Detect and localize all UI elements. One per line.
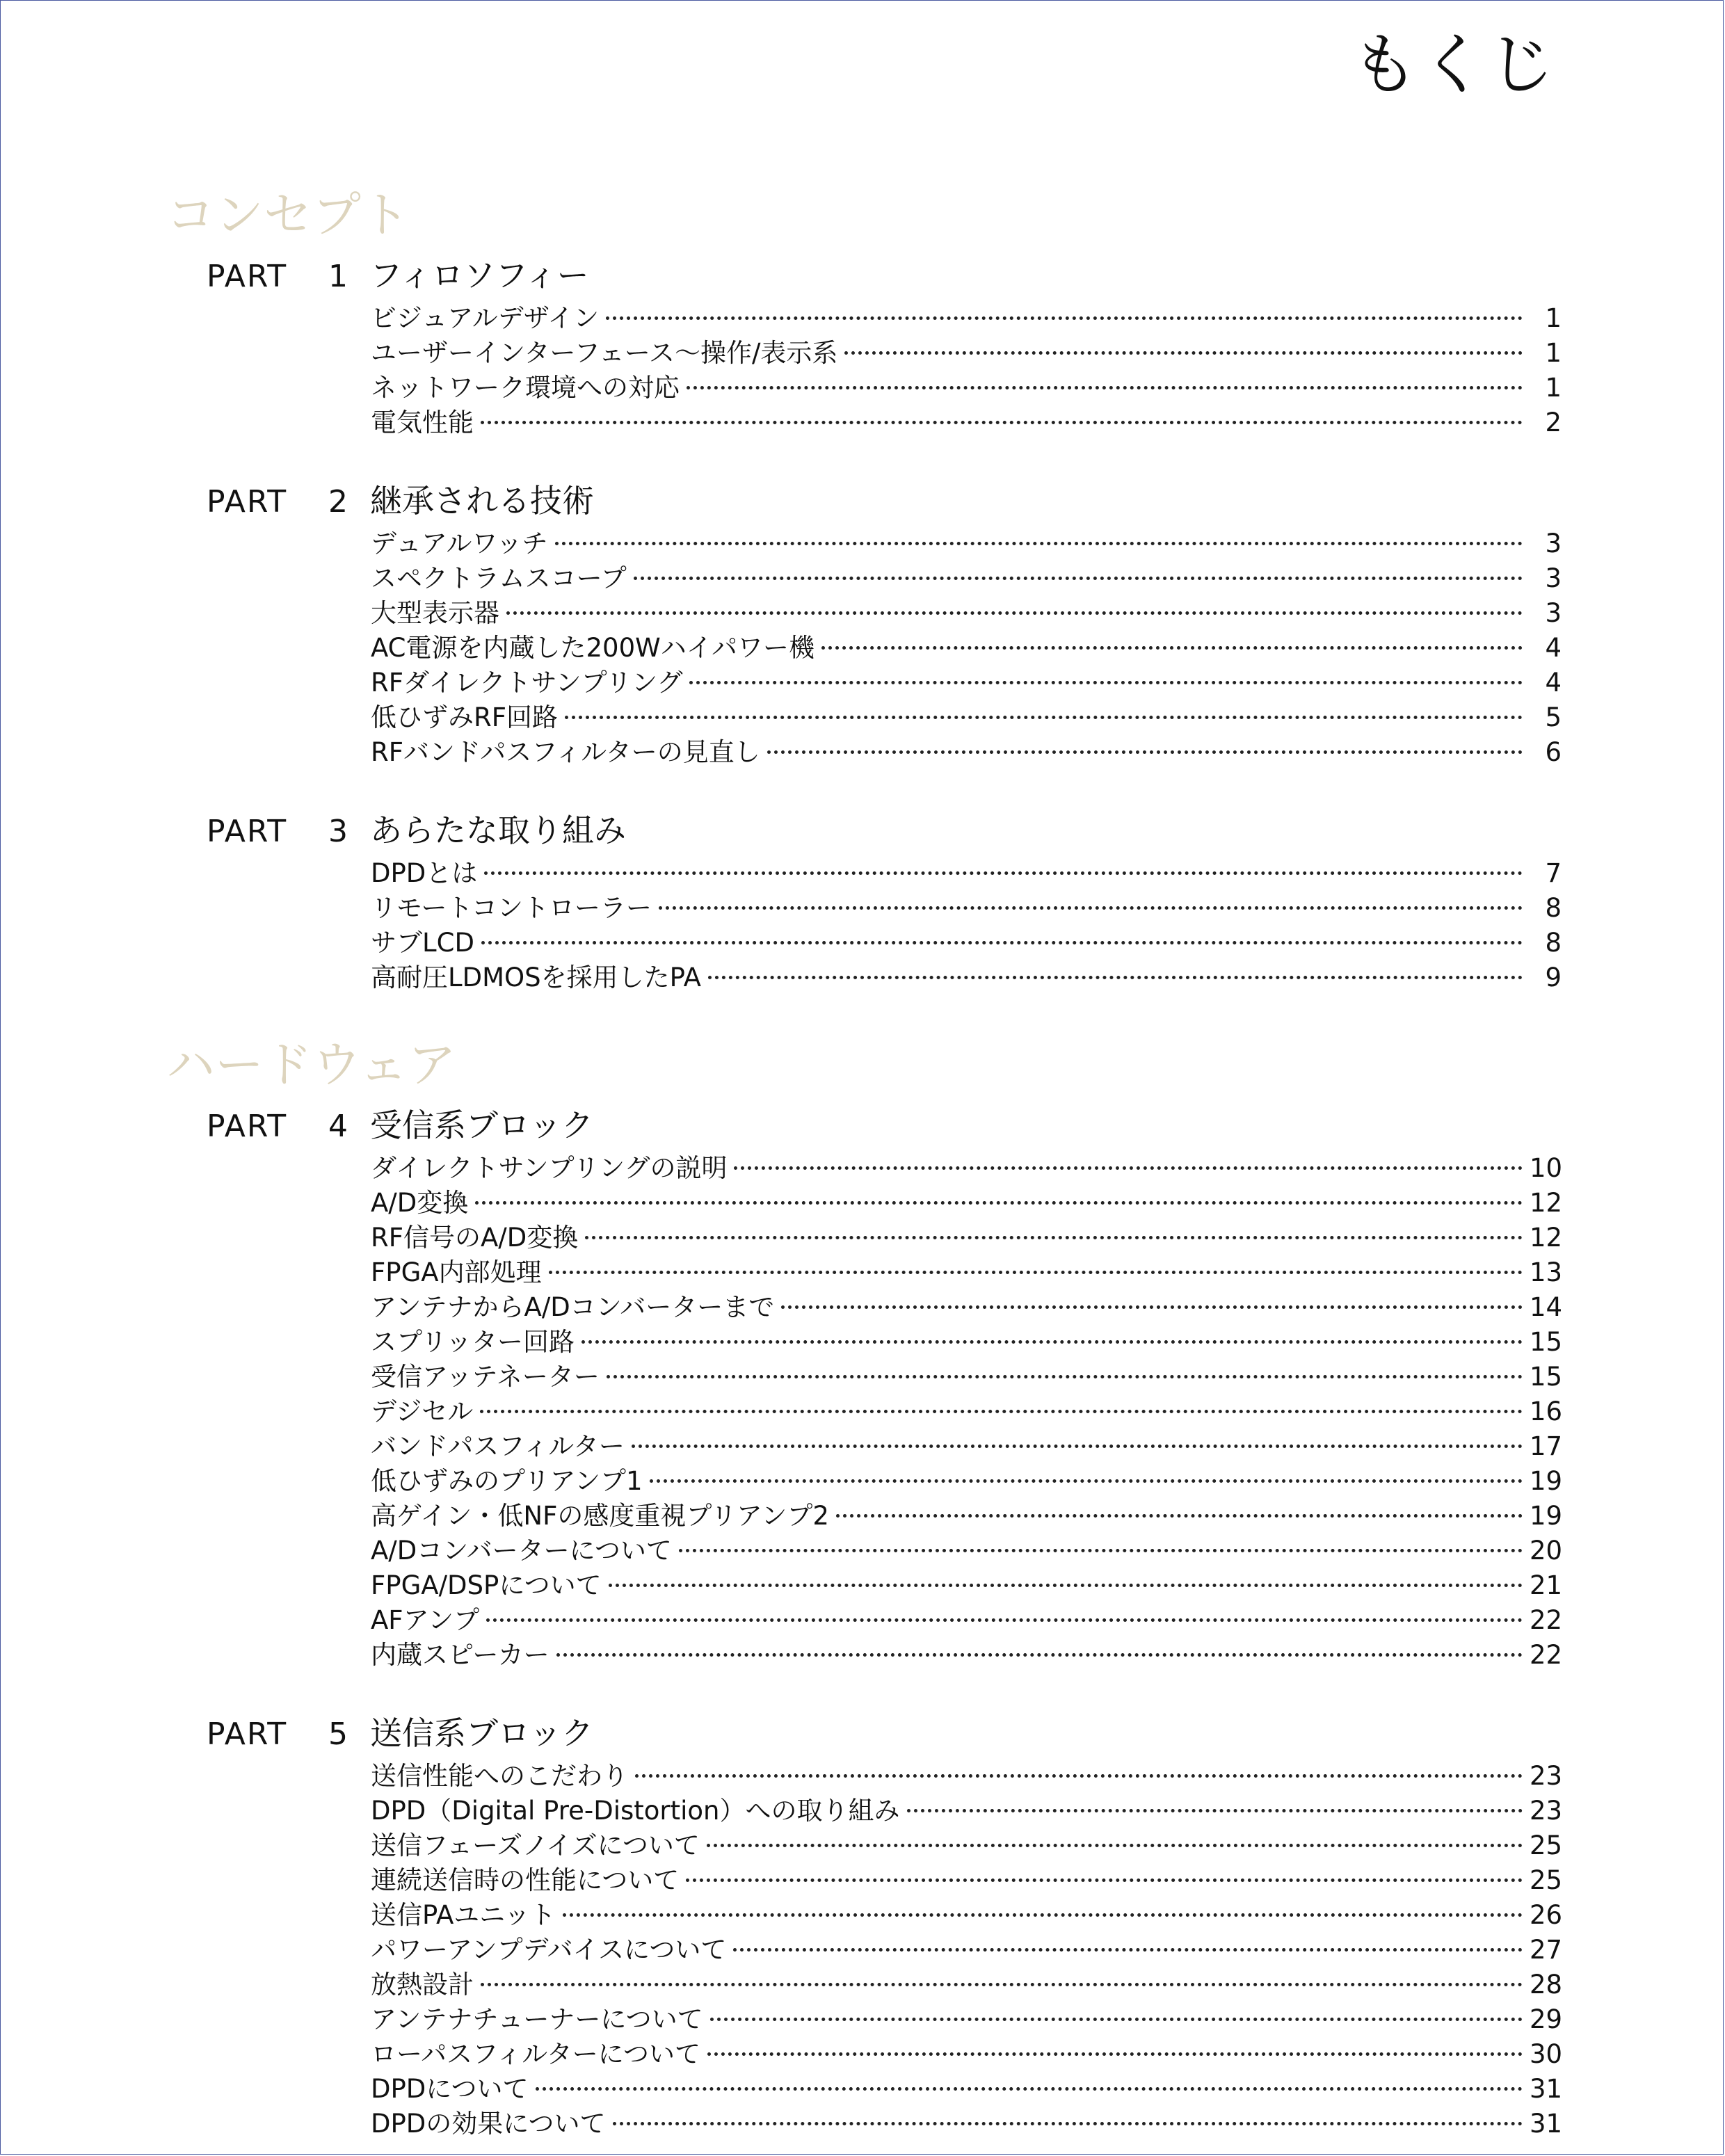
part-label: PART [207, 259, 288, 294]
entry-label: 放熱設計 [371, 1970, 474, 2000]
entry-page-number: 5 [1545, 702, 1562, 732]
toc-part [1, 1707, 1724, 2141]
toc-entry [371, 1290, 1562, 1325]
part-label: PART [207, 814, 288, 849]
entry-label: ネットワーク環境への対応 [371, 373, 680, 403]
section-title: ハードウェア [166, 1036, 457, 1093]
toc-entry [371, 1186, 1562, 1221]
dot-leader [659, 906, 1523, 910]
entry-label: DPD（Digital Pre-Distortion）への取り組み [371, 1796, 900, 1826]
dot-leader [707, 1844, 1523, 1847]
entry-label: DPDについて [371, 2074, 529, 2104]
toc-entry [371, 1898, 1562, 1933]
toc-entry [371, 301, 1562, 336]
entry-page-number: 29 [1530, 2004, 1563, 2034]
toc-entry [371, 1568, 1562, 1603]
part-title: フィロソフィー [370, 257, 589, 294]
entry-page-number: 12 [1530, 1223, 1563, 1253]
toc-section [1, 1030, 1724, 2141]
toc-entry [371, 1603, 1562, 1638]
part-heading [1, 250, 1724, 301]
toc-entry [371, 1759, 1562, 1794]
toc-entry [371, 1394, 1562, 1429]
dot-leader [506, 611, 1523, 615]
toc-entry [371, 1360, 1562, 1394]
part-heading [1, 805, 1724, 856]
entry-page-number: 13 [1530, 1257, 1563, 1287]
part-title: 送信系ブロック [370, 1714, 594, 1752]
entry-label: 送信PAユニット [371, 1900, 556, 1930]
part-number: 3 [328, 814, 348, 849]
section-title: コンセプト [166, 186, 410, 243]
entry-page-number: 3 [1545, 598, 1562, 628]
entry-page-number: 16 [1530, 1397, 1563, 1426]
dot-leader [634, 577, 1523, 580]
entry-label: デジセル [371, 1397, 474, 1426]
dot-leader [907, 1809, 1523, 1812]
entry-page-number: 8 [1545, 928, 1562, 958]
toc-entry [371, 596, 1562, 631]
part-heading [1, 475, 1724, 526]
part-number: 2 [328, 484, 348, 520]
part-heading [1, 1100, 1724, 1151]
dot-leader [480, 1410, 1523, 1413]
entry-page-number: 31 [1530, 2109, 1563, 2139]
toc-entry [371, 735, 1562, 770]
dot-leader [632, 1445, 1523, 1448]
toc-entry [371, 1151, 1562, 1186]
dot-leader [733, 1948, 1523, 1952]
entry-page-number: 8 [1545, 893, 1562, 923]
toc-entry [371, 1499, 1562, 1534]
toc-entry [371, 561, 1562, 596]
entry-label: リモートコントローラー [371, 893, 652, 923]
entry-page-number: 19 [1530, 1466, 1563, 1496]
dot-leader [563, 1913, 1523, 1917]
toc-section [1, 180, 1724, 995]
part-title: あらたな取り組み [370, 812, 626, 849]
entry-label: 電気性能 [371, 408, 474, 437]
toc-entry [371, 960, 1562, 995]
dot-leader [486, 1618, 1523, 1622]
entry-label: DPDの効果について [371, 2109, 606, 2139]
toc-entry [371, 1325, 1562, 1360]
dot-leader [613, 2122, 1523, 2125]
part-title: 継承される技術 [370, 482, 594, 520]
entry-page-number: 17 [1530, 1431, 1563, 1461]
entry-label: ビジュアルデザイン [371, 303, 600, 333]
entry-page-number: 1 [1545, 303, 1562, 333]
toc-entry [371, 1464, 1562, 1499]
entry-page-number: 10 [1530, 1153, 1563, 1183]
dot-leader [781, 1305, 1523, 1309]
toc-entry [371, 1429, 1562, 1464]
toc-content [1, 180, 1724, 2155]
toc-entry [371, 700, 1562, 735]
dot-leader [679, 1549, 1523, 1552]
entry-page-number: 31 [1530, 2074, 1563, 2104]
entry-label: 高耐圧LDMOSを採用したPA [371, 963, 701, 992]
toc-entry [371, 2072, 1562, 2107]
entry-page-number: 26 [1530, 1900, 1563, 1930]
entry-label: 送信性能へのこだわり [371, 1761, 628, 1791]
part-number: 5 [328, 1716, 348, 1752]
entry-label: 低ひずみRF回路 [371, 702, 558, 732]
entry-label: 高ゲイン・低NFの感度重視プリアンプ2 [371, 1501, 829, 1531]
toc-entry [371, 1933, 1562, 1968]
dot-leader [734, 1166, 1523, 1170]
dot-leader [606, 316, 1523, 320]
toc-entry [371, 2107, 1562, 2141]
entry-page-number: 23 [1530, 1796, 1563, 1826]
dot-leader [635, 1774, 1523, 1778]
entry-page-number: 1 [1545, 373, 1562, 403]
entry-label: スプリッター回路 [371, 1327, 575, 1357]
entry-label: アンテナチューナーについて [371, 2004, 703, 2034]
toc-entry [371, 1828, 1562, 1863]
entry-label: ユーザーインターフェース～操作/表示系 [371, 338, 838, 368]
entry-label: FPGA/DSPについて [371, 1570, 602, 1600]
dot-leader [708, 976, 1523, 979]
entry-page-number: 15 [1530, 1327, 1563, 1357]
dot-leader [581, 1340, 1523, 1344]
entry-page-number: 12 [1530, 1188, 1563, 1218]
toc-entry [371, 1221, 1562, 1255]
entry-page-number: 28 [1530, 1970, 1563, 2000]
toc-entry [371, 1255, 1562, 1290]
entry-label: アンテナからA/Dコンバーターまで [371, 1292, 775, 1322]
dot-leader [484, 871, 1523, 875]
toc-entry [371, 1968, 1562, 2002]
entry-label: 連続送信時の性能について [371, 1865, 680, 1895]
toc-part [1, 475, 1724, 770]
toc-entry [371, 666, 1562, 700]
entry-page-number: 2 [1545, 408, 1562, 437]
entry-page-number: 19 [1530, 1501, 1563, 1531]
part-label: PART [207, 484, 288, 520]
entry-page-number: 9 [1545, 963, 1562, 992]
entry-page-number: 4 [1545, 633, 1562, 663]
entry-label: バンドパスフィルター [371, 1431, 625, 1461]
entry-label: ローパスフィルターについて [371, 2039, 700, 2069]
entry-page-number: 25 [1530, 1831, 1563, 1860]
toc-entry [371, 336, 1562, 371]
dot-leader [565, 716, 1523, 719]
entry-label: A/Dコンバーターについて [371, 1536, 672, 1566]
entry-page-number: 22 [1530, 1605, 1563, 1635]
toc-entry [371, 405, 1562, 440]
entry-label: デュアルワッチ [371, 529, 548, 558]
toc-entry [371, 856, 1562, 891]
toc-entry [371, 2002, 1562, 2037]
part-label: PART [207, 1716, 288, 1752]
entry-page-number: 22 [1530, 1640, 1563, 1670]
toc-entry [371, 1794, 1562, 1828]
entry-page-number: 7 [1545, 858, 1562, 888]
toc-entry [371, 2037, 1562, 2072]
entry-label: A/D変換 [371, 1188, 469, 1218]
dot-leader [609, 1584, 1523, 1587]
entry-page-number: 25 [1530, 1865, 1563, 1895]
entry-label: RF信号のA/D変換 [371, 1223, 579, 1253]
dot-leader [556, 1653, 1523, 1657]
toc-entry [371, 526, 1562, 561]
dot-leader [481, 941, 1523, 944]
entry-label: サブLCD [371, 928, 474, 958]
dot-leader [687, 386, 1523, 389]
part-number: 1 [328, 259, 348, 294]
entry-label: ダイレクトサンプリングの説明 [371, 1153, 728, 1183]
dot-leader [481, 1983, 1523, 1986]
dot-leader [536, 2087, 1523, 2091]
entry-label: 低ひずみのプリアンプ1 [371, 1466, 643, 1496]
entry-page-number: 30 [1530, 2039, 1563, 2069]
entry-label: スペクトラムスコープ [371, 563, 627, 593]
entry-label: 受信アッテネーター [371, 1362, 600, 1392]
dot-leader [836, 1514, 1523, 1518]
entry-page-number: 3 [1545, 529, 1562, 558]
toc-entry [371, 1534, 1562, 1568]
dot-leader [686, 1879, 1523, 1882]
entry-page-number: 21 [1530, 1570, 1563, 1600]
part-number: 4 [328, 1109, 348, 1144]
dot-leader [650, 1479, 1523, 1483]
dot-leader [821, 646, 1523, 650]
entry-label: AFアンプ [371, 1605, 480, 1635]
toc-part [1, 250, 1724, 440]
dot-leader [475, 1201, 1523, 1205]
part-label: PART [207, 1109, 288, 1144]
entry-page-number: 4 [1545, 668, 1562, 698]
entry-page-number: 20 [1530, 1536, 1563, 1566]
toc-entry [371, 1638, 1562, 1673]
dot-leader [585, 1236, 1523, 1239]
dot-leader [707, 2052, 1523, 2056]
entry-label: 送信フェーズノイズについて [371, 1831, 700, 1860]
entry-label: 内蔵スピーカー [371, 1640, 549, 1670]
entry-page-number: 14 [1530, 1292, 1563, 1322]
entry-label: FPGA内部処理 [371, 1257, 542, 1287]
entry-page-number: 1 [1545, 338, 1562, 368]
toc-entry [371, 631, 1562, 666]
toc-part [1, 805, 1724, 995]
entry-label: 大型表示器 [371, 598, 499, 628]
toc-entry [371, 1863, 1562, 1898]
part-title: 受信系ブロック [370, 1107, 594, 1144]
entry-label: RFダイレクトサンプリング [371, 668, 683, 698]
entry-page-number: 3 [1545, 563, 1562, 593]
dot-leader [689, 681, 1523, 684]
toc-part [1, 1100, 1724, 1673]
dot-leader [710, 2018, 1523, 2021]
entry-label: RFバンドパスフィルターの見直し [371, 737, 760, 767]
dot-leader [555, 542, 1523, 545]
entry-label: AC電源を内蔵した200Wハイパワー機 [371, 633, 815, 663]
entry-label: パワーアンプデバイスについて [371, 1935, 727, 1965]
entry-page-number: 15 [1530, 1362, 1563, 1392]
entry-page-number: 27 [1530, 1935, 1563, 1965]
entry-page-number: 6 [1545, 737, 1562, 767]
dot-leader [767, 750, 1523, 754]
dot-leader [607, 1375, 1523, 1378]
toc-entry [371, 891, 1562, 926]
page-title: もくじ [1351, 26, 1556, 104]
entry-label: DPDとは [371, 858, 478, 888]
entry-page-number: 23 [1530, 1761, 1563, 1791]
toc-entry [371, 371, 1562, 405]
dot-leader [549, 1271, 1523, 1274]
dot-leader [481, 421, 1523, 424]
part-heading [1, 1707, 1724, 1759]
dot-leader [844, 351, 1523, 355]
toc-entry [371, 926, 1562, 960]
